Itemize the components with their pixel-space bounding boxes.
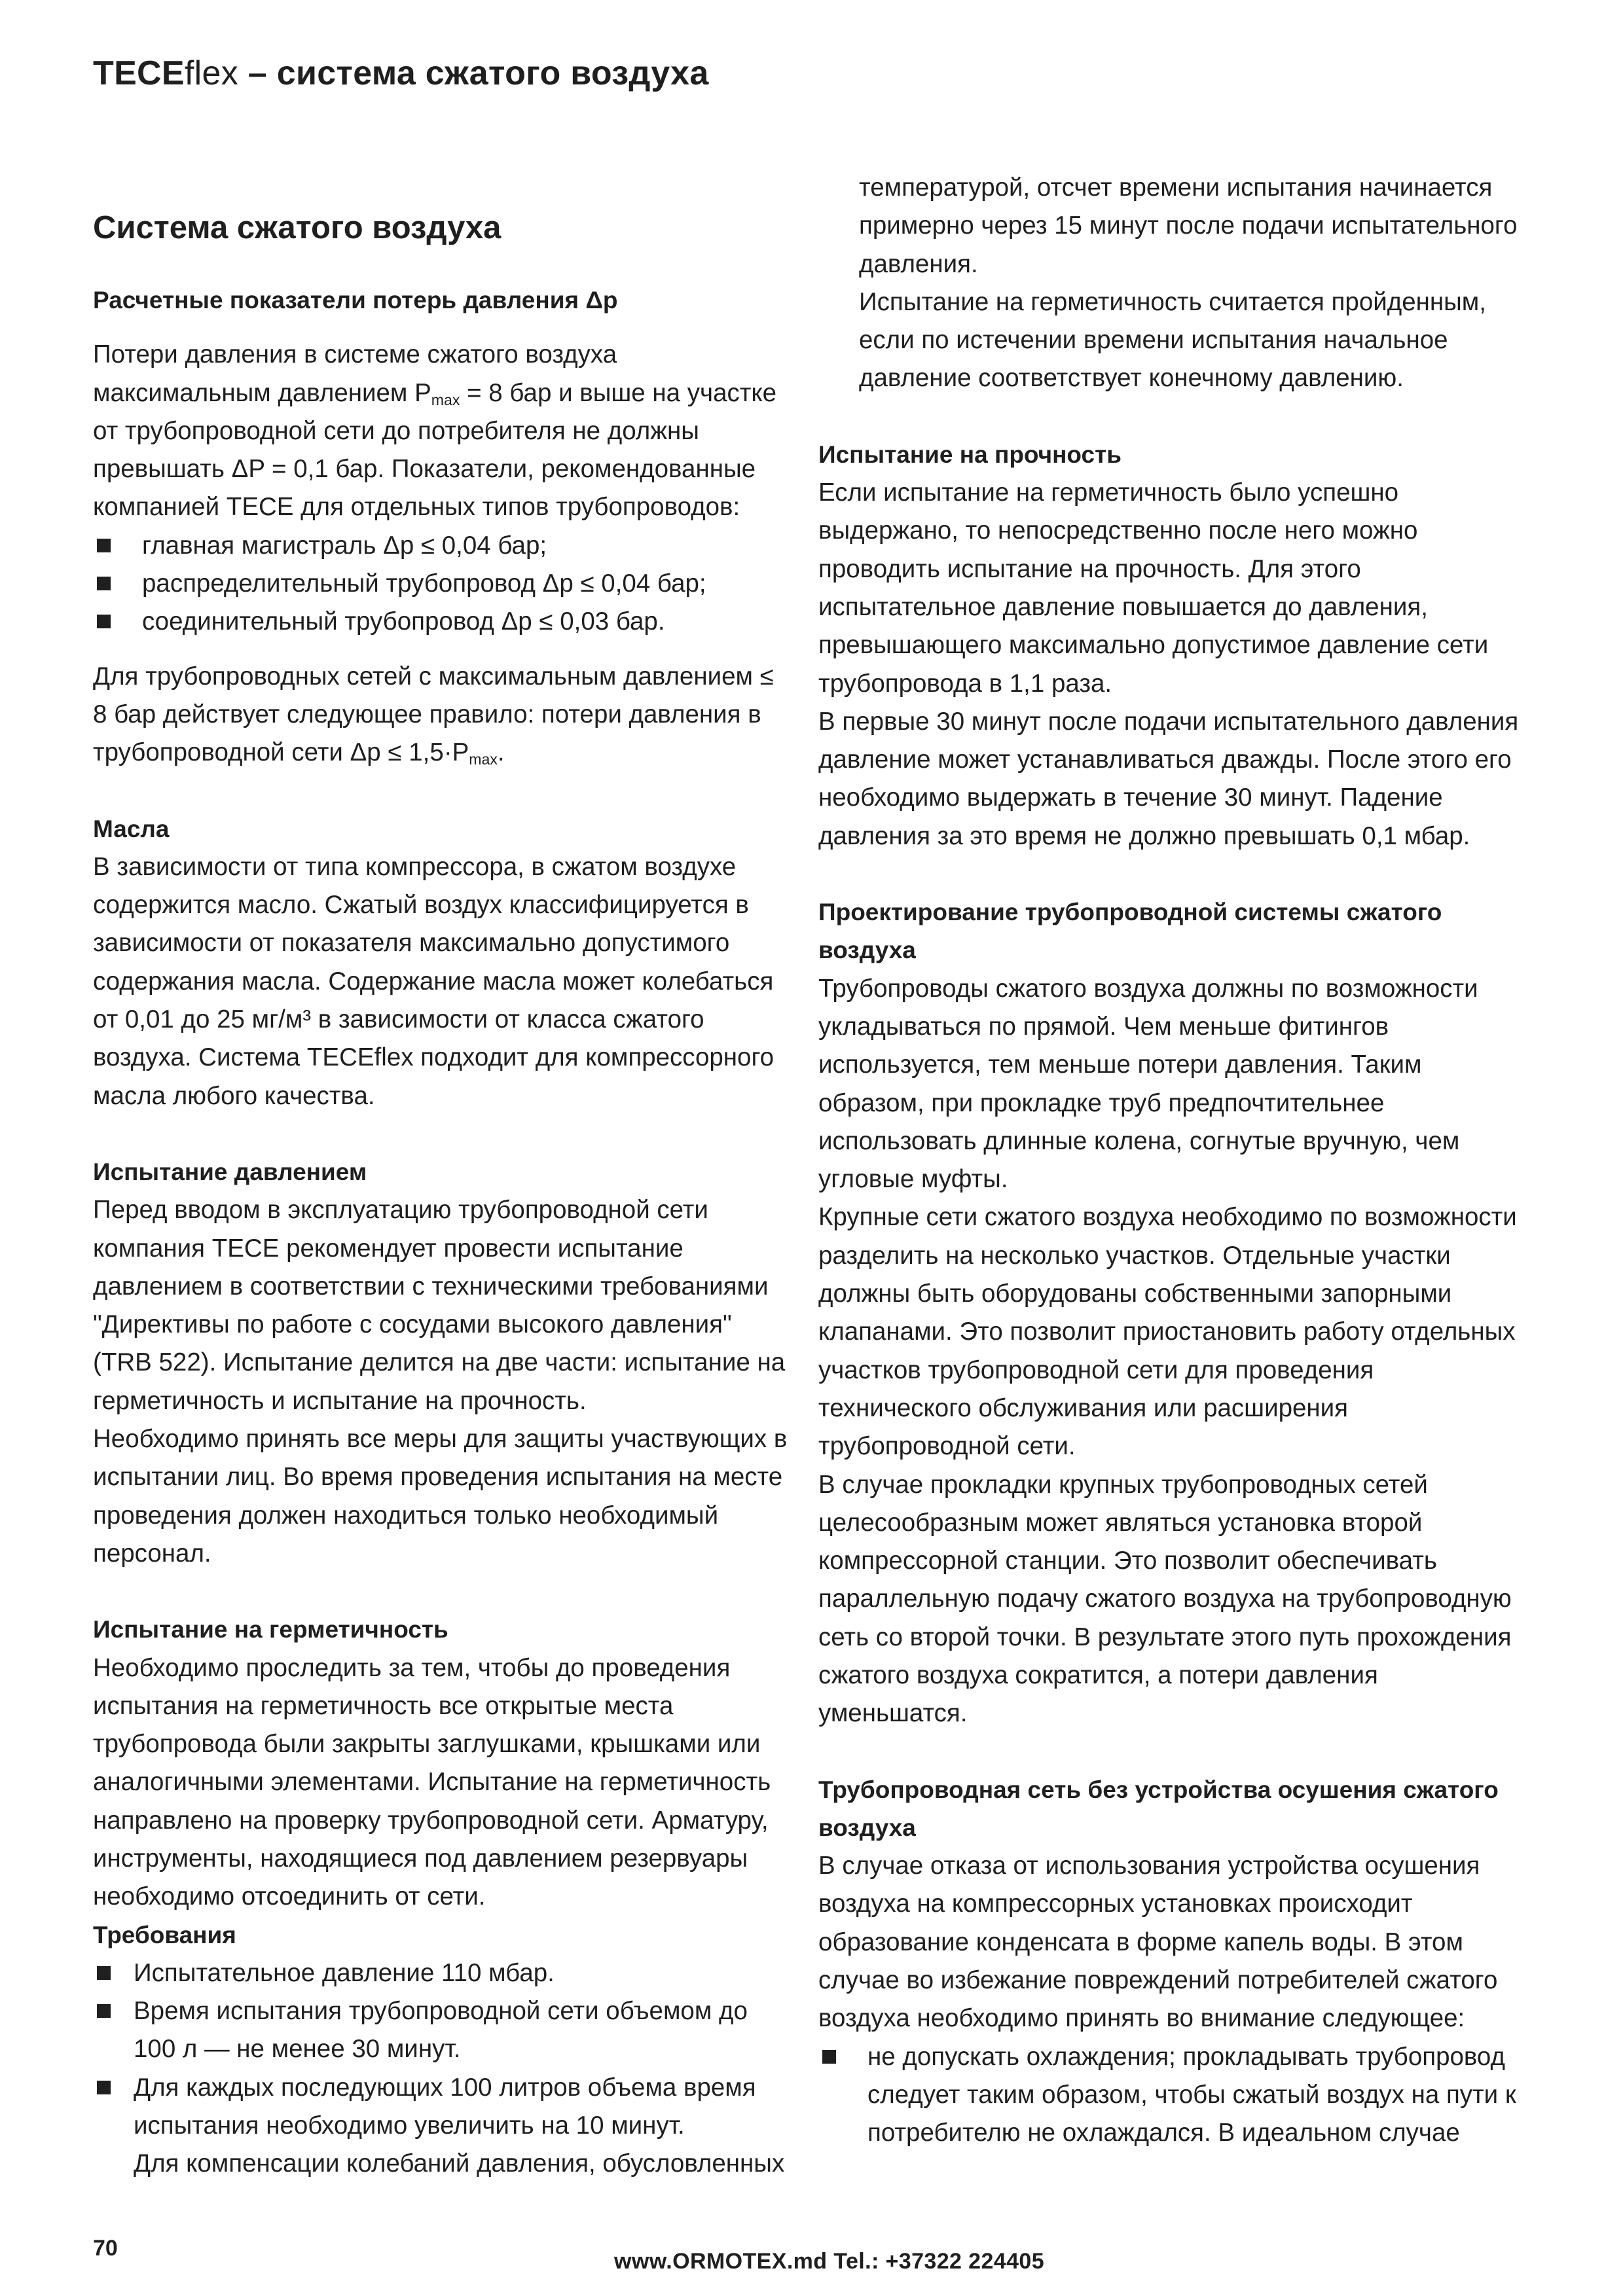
no-dryer-heading: Трубопроводная сеть без устройства осушения сжатого воздуха: [818, 1776, 1499, 1841]
tightness-paragraph: Необходимо проследить за тем, чтобы до проведения испытания на герметичность все открытые места трубопровода были закрыты заглушками, крышками или аналогичными элементами. Испытание на герметичность направлено на проверку трубопроводной сети. Арматуру, инструменты, находящиеся под давлением резервуары необходимо отсоединить от сети.: [93, 1653, 771, 1911]
requirements-list: [93, 1954, 793, 2145]
strength-paragraph-2: В первые 30 минут после подачи испытательного давления давление может устанавливаться дважды. После этого его необходимо выдержать в течение 30 минут. Падение давления за это время не должно превышать 0,1 мбар.: [818, 707, 1519, 850]
pressure-test-heading: Испытание давлением: [93, 1158, 367, 1185]
running-title-rest: – система сжатого воздуха: [238, 54, 709, 92]
pressure-loss-list: [93, 527, 793, 641]
list-item: Испытательное давление 110 мбар.: [93, 1954, 793, 1992]
brand-flex: flex: [184, 54, 239, 92]
brand-tece: TECE: [93, 54, 185, 92]
list-item: соединительный трубопровод Δp ≤ 0,03 бар.: [93, 603, 793, 641]
oils-heading: Масла: [93, 815, 170, 842]
no-dryer-paragraph: В случае отказа от использования устройства осушения воздуха на компрессорных установках происходит образование конденсата в форме капель воды. В этом случае во избежание повреждений потребителей сжатого воздуха необходимо принять во внимание следующее:: [818, 1852, 1498, 2033]
list-item: Время испытания трубопроводной сети объемом до 100 л — не менее 30 минут.: [93, 1992, 793, 2069]
pressure-loss-heading: Расчетные показатели потерь давления Δp: [93, 287, 618, 314]
design-heading: Проектирование трубопроводной системы сжатого воздуха: [818, 899, 1442, 964]
safety-paragraph: Необходимо принять все меры для защиты участвующих в испытании лиц. Во время проведения испытания на месте проведения должен находиться только необходимый персонал.: [93, 1425, 788, 1568]
continuation-paragraph: температурой, отсчет времени испытания начинается примерно через 15 минут после подачи испытательного давления.: [859, 173, 1518, 278]
tightness-heading: Испытание на герметичность: [93, 1616, 448, 1643]
oils-paragraph: В зависимости от типа компрессора, в сжатом воздухе содержится масло. Сжатый воздух классифицируется в зависимости от показателя максимально допустимого содержания масла. Содержание масла может колебаться от 0,01 до 25 мг/м³ в зависимости от класса сжатого воздуха. Система TECEflex подходит для компрессорного масла любого качества.: [93, 852, 775, 1110]
strength-paragraph: Если испытание на герметичность было успешно выдержано, то непосредственно после него можно проводить испытание на прочность. Для этого испытательное давление повышается до давления, превышающего максимально допустимое давление сети трубопровода в 1,1 раза.: [818, 478, 1489, 698]
pressure-loss-paragraph: Потери давления в системе сжатого воздуха максимальным давлением $P_{max} = 8$ бар и выше на участке от трубопроводной сети до потребителя не должны превышать ΔP = 0,1 бар. Показатели, рекомендованные компанией TECE для отдельных типов трубопроводов:: [93, 340, 777, 522]
no-dryer-list: [818, 2038, 1519, 2153]
requirements-heading: Требования: [93, 1921, 236, 1948]
pressure-test-paragraph: Перед вводом в эксплуатацию трубопроводной сети компания TECE рекомендует провести испытание давлением в соответствии с техническими требованиями "Директивы по работе с сосудами высокого давления" (TRB 522). Испытание делится на две части: испытание на герметичность и испытание на прочность.: [93, 1196, 786, 1415]
pressure-rule-paragraph: Для трубопроводных сетей с максимальным давлением ≤ 8 бар действует следующее правило: потери давления в трубопроводной сети $\Delta p \le 1,5\cdot P_{max}$.: [93, 662, 774, 768]
list-item: не допускать охлаждения; прокладывать трубопровод следует таким образом, чтобы сжатый воздух на пути к потребителю не охлаждался. В идеальном случае: [818, 2038, 1519, 2153]
section-title: Система сжатого воздуха: [93, 210, 501, 245]
tightness-result-paragraph: Испытание на герметичность считается пройденным, если по истечении времени испытания начальное давление соответствует конечному давлению.: [859, 287, 1486, 393]
running-title: [93, 54, 709, 93]
left-column: [93, 207, 793, 2183]
list-item: главная магистраль Δp ≤ 0,04 бар;: [93, 527, 793, 565]
continuation-text: Для компенсации колебаний давления, обусловленных: [134, 2149, 785, 2178]
list-item: распределительный трубопровод Δp ≤ 0,04 бар;: [93, 565, 793, 603]
page-number: 70: [93, 2236, 118, 2261]
footer-contact: www.ORMOTEX.md Tel.: +37322 224405: [614, 2249, 1045, 2274]
design-paragraph-3: В случае прокладки крупных трубопроводных сетей целесообразным может являться установка второй компрессорной станции. Это позволит обеспечивать параллельную подачу сжатого воздуха на трубопроводную сеть со второй точки. В результате этого путь прохождения сжатого воздуха сократится, а потери давления уменьшатся.: [818, 1470, 1512, 1728]
right-column: [818, 173, 1519, 2153]
list-item: Для каждых последующих 100 литров объема время испытания необходимо увеличить на 10 минут.: [93, 2069, 793, 2145]
strength-heading: Испытание на прочность: [818, 440, 1122, 468]
design-paragraph-1: Трубопроводы сжатого воздуха должны по возможности укладываться по прямой. Чем меньше фитингов используется, тем меньше потери давления. Таким образом, при прокладке труб предпочтительнее использовать длинные колена, согнутые вручную, чем угловые муфты.: [818, 974, 1478, 1194]
design-paragraph-2: Крупные сети сжатого воздуха необходимо по возможности разделить на несколько участков. Отдельные участки должны быть оборудованы собственными запорными клапанами. Это позволит приостановить работу отдельных участков трубопроводной сети для проведения технического обслуживания или расширения трубопроводной сети.: [818, 1203, 1517, 1461]
